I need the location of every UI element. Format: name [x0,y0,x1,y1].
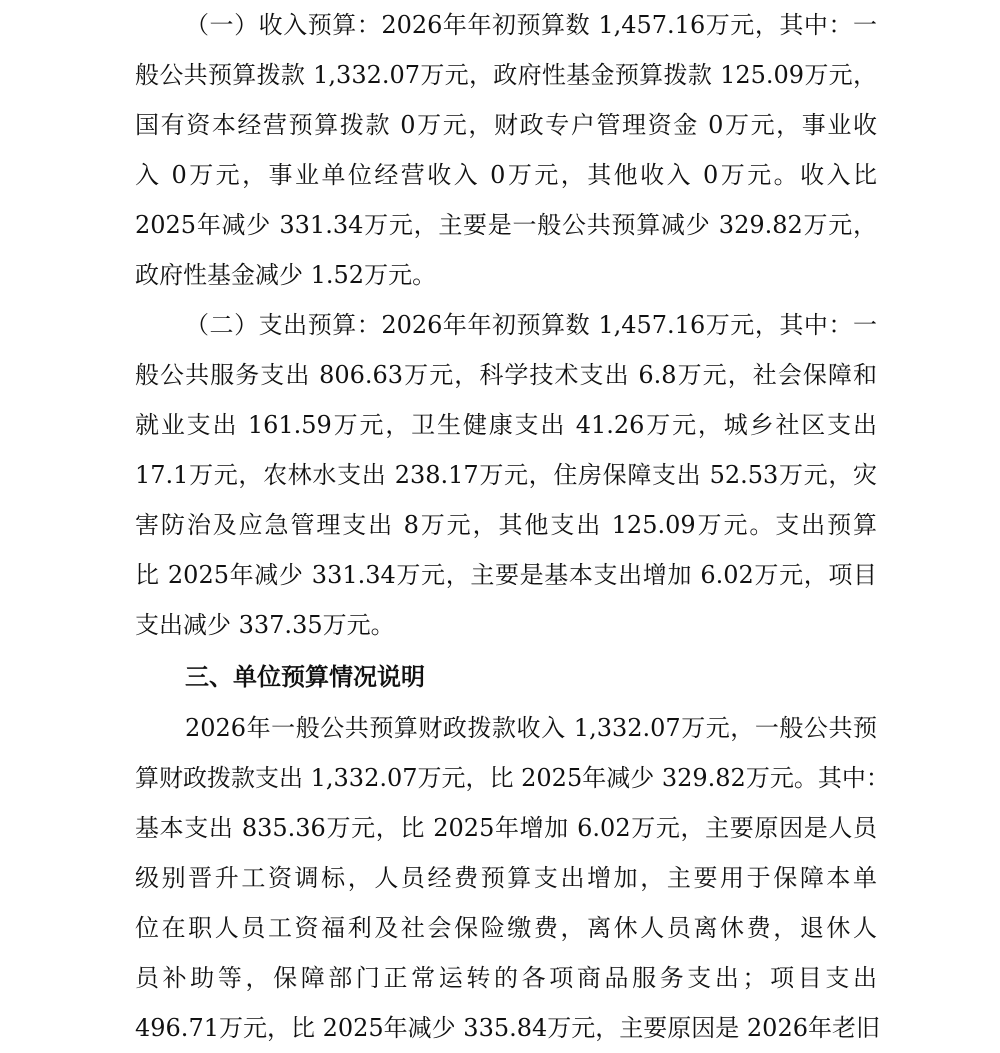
text-line: 级别晋升工资调标，人员经费预算支出增加，主要用于保障本单 [135,864,877,892]
text-line: 支出减少 337.35万元。 [135,611,395,639]
text-line: 比 2025年减少 331.34万元，主要是基本支出增加 6.02万元，项目 [135,561,877,589]
text-line: （二）支出预算：2026年年初预算数 1,457.16万元，其中：一 [185,311,877,339]
text-line: 位在职人员工资福利及社会保险缴费，离休人员离休费，退休人 [135,914,877,942]
text-line: 入 0万元，事业单位经营收入 0万元，其他收入 0万元。收入比 [135,161,877,189]
text-line: 2025年减少 331.34万元，主要是一般公共预算减少 329.82万元， [135,211,877,239]
text-line: 般公共服务支出 806.63万元，科学技术支出 6.8万元，社会保障和 [135,361,877,389]
text-line: 就业支出 161.59万元，卫生健康支出 41.26万元，城乡社区支出 [135,411,877,439]
text-line: （一）收入预算：2026年年初预算数 1,457.16万元，其中：一 [185,11,877,39]
text-line: 害防治及应急管理支出 8万元，其他支出 125.09万元。支出预算 [135,511,877,539]
text-line: 国有资本经营预算拨款 0万元，财政专户管理资金 0万元，事业收 [135,111,877,139]
text-line: 基本支出 835.36万元，比 2025年增加 6.02万元，主要原因是人员 [135,814,877,842]
text-line: 2026年一般公共预算财政拨款收入 1,332.07万元，一般公共预 [185,714,877,742]
text-line: 17.1万元，农林水支出 238.17万元，住房保障支出 52.53万元，灾 [135,461,877,489]
text-line: 政府性基金减少 1.52万元。 [135,261,437,289]
text-line: 496.71万元，比 2025年减少 335.84万元，主要原因是 2026年老旧 [135,1014,880,1042]
text-line: 员补助等，保障部门正常运转的各项商品服务支出；项目支出 [135,964,877,992]
text-line: 般公共预算拨款 1,332.07万元，政府性基金预算拨款 125.09万元， [135,61,877,89]
text-line: 算财政拨款支出 1,332.07万元，比 2025年减少 329.82万元。其中： [135,764,890,792]
section-heading: 三、单位预算情况说明 [185,662,425,691]
